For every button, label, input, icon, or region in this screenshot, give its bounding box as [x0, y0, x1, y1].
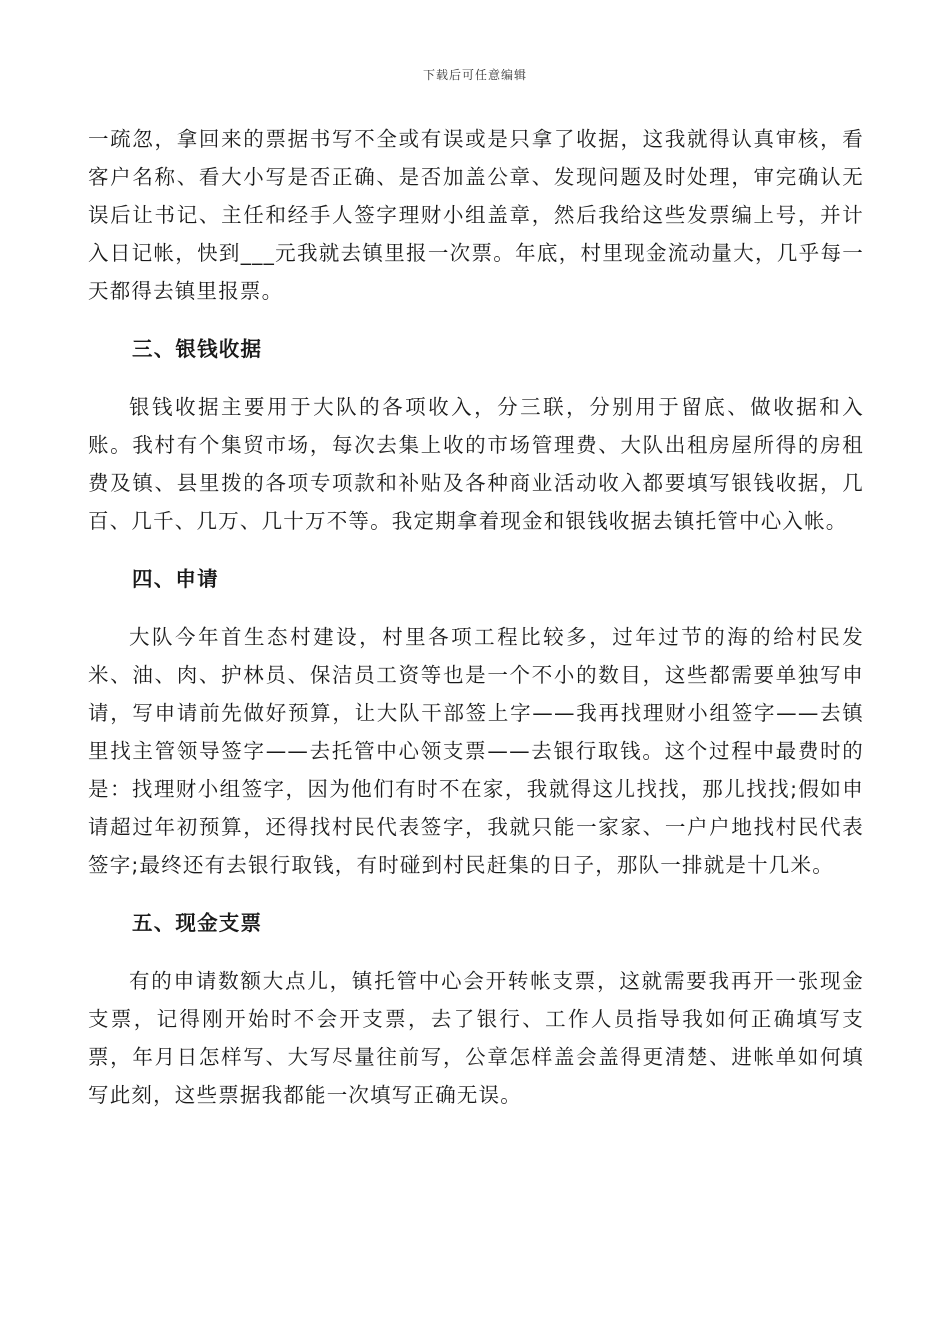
spacer — [88, 598, 864, 618]
paragraph-cash-check: 有的申请数额大点儿，镇托管中心会开转帐支票，这就需要我再开一张现金支票，记得刚开始时不会开支票，去了银行、工作人员指导我如何正确填写支票，年月日怎样写、大写尽量往前写，公章怎样盖会盖得更清楚、进帐单如何填写此刻，这些票据我都能一次填写正确无误。 — [88, 969, 864, 1107]
spacer — [88, 942, 864, 962]
spacer — [88, 884, 864, 904]
section-heading-5: 五、现金支票 — [132, 911, 263, 935]
paragraph-application: 大队今年首生态村建设，村里各项工程比较多，过年过节的海的给村民发米、油、肉、护林员、保洁员工资等也是一个不小的数目，这些都需要单独写申请，写申请前先做好预算，让大队干部签上字——我再找理财小组签字——去镇里找主管领导签字——去托管中心领支票——去银行取钱。这个过程中最费时的是：找理财小组签字，因为他们有时不在家，我就得这儿找找，那儿找找;假如申请超过年初预算，还得找村民代表签字，我就只能一家家、一户户地找村民代表签字;最终还有去银行取钱，有时碰到村民赶集的日子，那队一排就是十几米。 — [88, 625, 864, 877]
page-header: 下载后可任意编辑 — [422, 68, 527, 82]
paragraph-continued: 一疏忽，拿回来的票据书写不全或有误或是只拿了收据，这我就得认真审核，看客户名称、看大小写是否正确、是否加盖公章、发现问题及时处理，审完确认无误后让书记、主任和经手人签字理财小组盖章，然后我给这些发票编上号，并计入日记帐，快到___元我就去镇里报一次票。年底，村里现金流动量大，几乎每一天都得去镇里报票。 — [88, 127, 864, 303]
document-body — [88, 120, 864, 1114]
section-heading-3: 三、银钱收据 — [132, 337, 263, 361]
paragraph-receipts: 银钱收据主要用于大队的各项收入，分三联，分别用于留底、做收据和入账。我村有个集贸市场，每次去集上收的市场管理费、大队出租房屋所得的房租费及镇、县里拨的各项专项款和补贴及各种商业活动收入都要填写银钱收据，几百、几千、几万、几十万不等。我定期拿着现金和银钱收据去镇托管中心入帐。 — [88, 395, 864, 533]
section-heading-4: 四、申请 — [132, 567, 219, 591]
spacer — [88, 540, 864, 560]
spacer — [88, 310, 864, 330]
spacer — [88, 368, 864, 388]
